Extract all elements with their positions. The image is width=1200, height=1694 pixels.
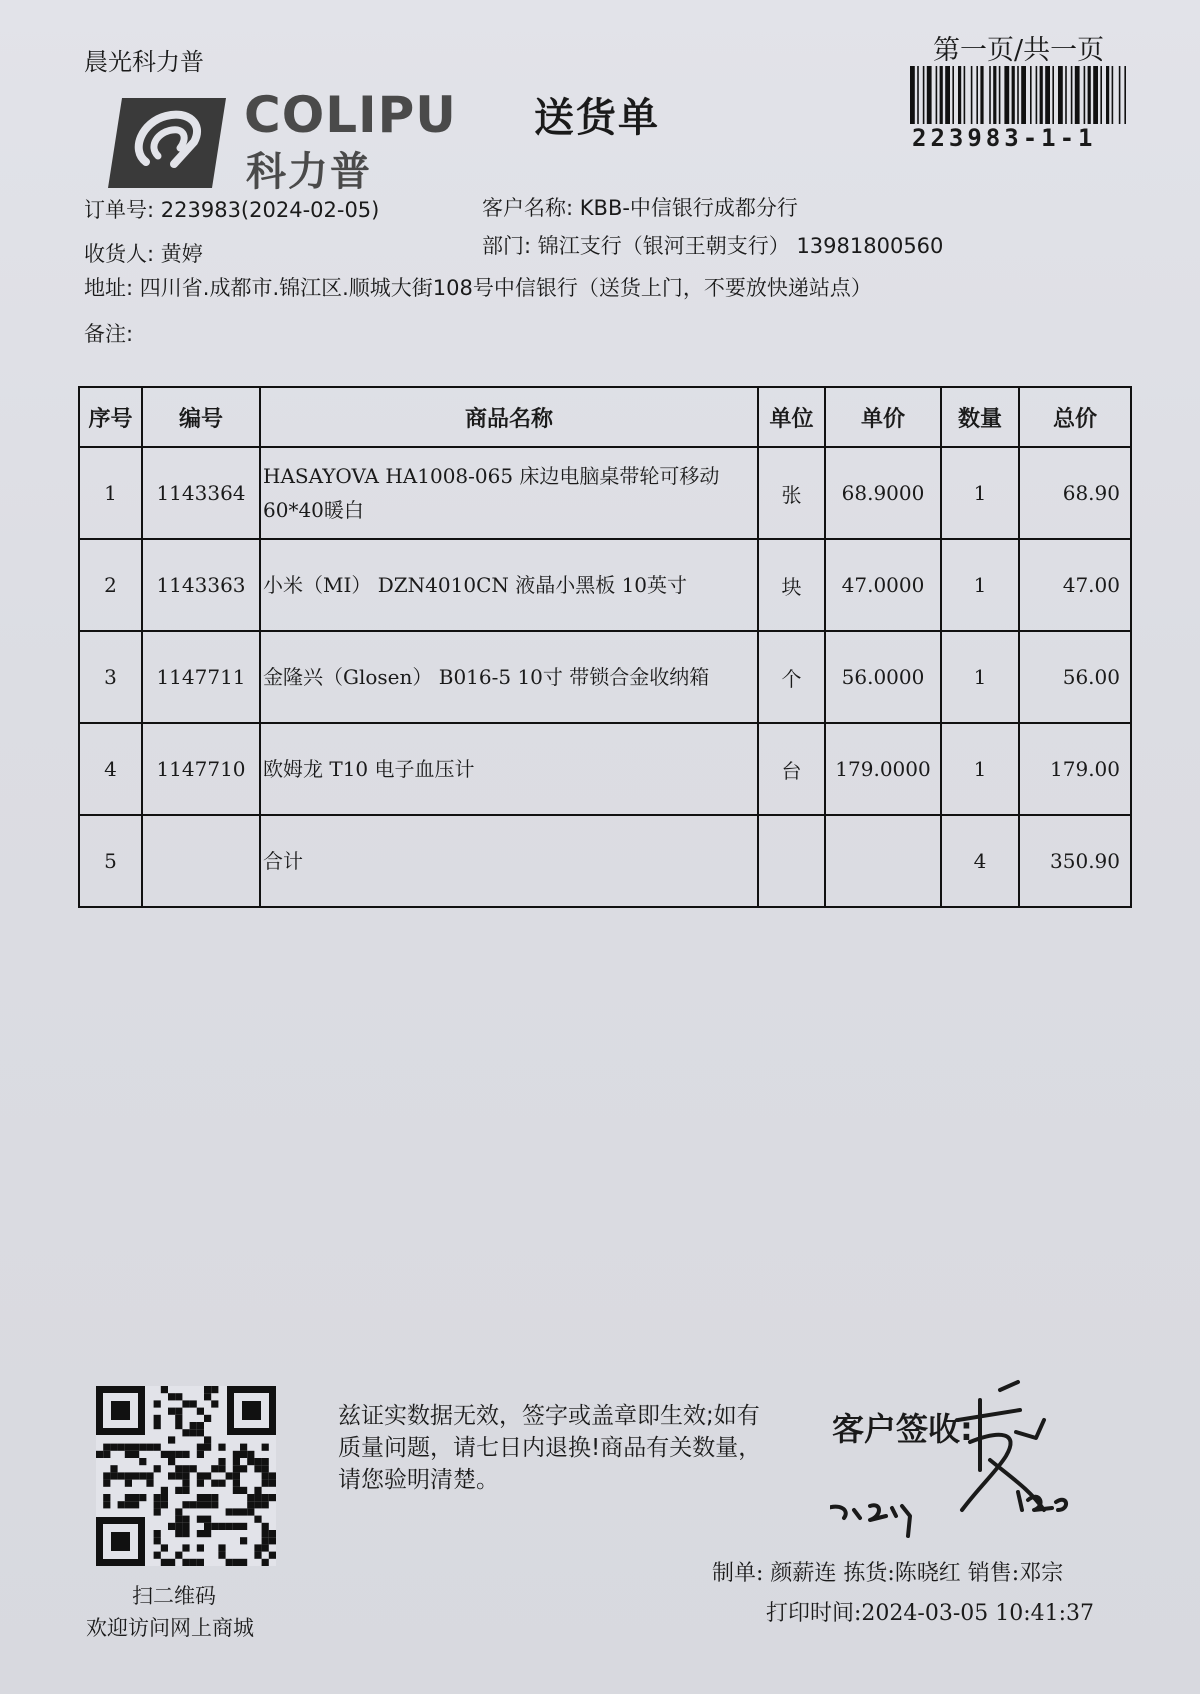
customer-label: 客户名称: bbox=[482, 196, 574, 220]
barcode-number: 223983-1-1 bbox=[912, 124, 1097, 152]
customer-name bbox=[482, 192, 798, 222]
cell-price: 47.0000 bbox=[825, 539, 941, 631]
header-qty: 数量 bbox=[941, 387, 1019, 447]
recipient-value: 黄婷 bbox=[160, 242, 203, 266]
cell-name: 金隆兴（Glosen） B016-5 10寸 带锁合金收纳箱 bbox=[260, 631, 758, 723]
cell-total: 56.00 bbox=[1019, 631, 1131, 723]
cell-seq: 2 bbox=[79, 539, 142, 631]
company-name: 晨光科力普 bbox=[84, 48, 204, 76]
cell-price bbox=[825, 815, 941, 907]
cell-seq: 5 bbox=[79, 815, 142, 907]
order-number-value: 223983(2024-02-05) bbox=[160, 198, 380, 222]
cell-unit: 张 bbox=[758, 447, 825, 539]
staff-info: 制单: 颜薪连 拣货:陈晓红 销售:邓宗 bbox=[712, 1561, 1064, 1586]
header-seq: 序号 bbox=[79, 387, 142, 447]
handwritten-signature bbox=[830, 1360, 1130, 1540]
header-price: 单价 bbox=[825, 387, 941, 447]
page-indicator: 第一页/共一页 bbox=[933, 35, 1105, 66]
logo-chinese: 科力普 bbox=[246, 149, 372, 195]
cell-qty: 1 bbox=[941, 631, 1019, 723]
cell-code: 1143363 bbox=[142, 539, 260, 631]
table-total-row bbox=[79, 815, 1131, 907]
table-row bbox=[79, 539, 1131, 631]
recipient-label: 收货人: bbox=[84, 242, 155, 266]
cell-unit bbox=[758, 815, 825, 907]
print-time: 打印时间:2024-03-05 10:41:37 bbox=[766, 1601, 1095, 1626]
cell-code: 1147711 bbox=[142, 631, 260, 723]
cell-qty: 1 bbox=[941, 723, 1019, 815]
cell-unit: 块 bbox=[758, 539, 825, 631]
cell-price: 56.0000 bbox=[825, 631, 941, 723]
customer-sign-label: 客户签收: bbox=[832, 1410, 973, 1448]
logo-wordmark: COLIPU bbox=[244, 86, 457, 144]
cell-unit: 个 bbox=[758, 631, 825, 723]
address-value: 四川省.成都市.锦江区.顺城大街108号中信银行（送货上门，不要放快递站点） bbox=[139, 276, 872, 300]
qr-caption-welcome: 欢迎访问网上商城 bbox=[86, 1616, 254, 1640]
cell-name: HASAYOVA HA1008-065 床边电脑桌带轮可移动60*40暖白 bbox=[260, 447, 758, 539]
recipient bbox=[84, 238, 203, 268]
cell-seq: 1 bbox=[79, 447, 142, 539]
address bbox=[84, 272, 872, 302]
cell-code bbox=[142, 815, 260, 907]
items-table bbox=[78, 386, 1132, 908]
department-value: 锦江支行（银河王朝支行） 13981800560 bbox=[537, 234, 944, 258]
cell-total: 179.00 bbox=[1019, 723, 1131, 815]
cell-price: 68.9000 bbox=[825, 447, 941, 539]
cell-code: 1147710 bbox=[142, 723, 260, 815]
header-unit: 单位 bbox=[758, 387, 825, 447]
qr-caption-scan: 扫二维码 bbox=[132, 1584, 216, 1608]
cell-seq: 4 bbox=[79, 723, 142, 815]
cell-name: 合计 bbox=[260, 815, 758, 907]
cell-total: 47.00 bbox=[1019, 539, 1131, 631]
cell-qty: 1 bbox=[941, 539, 1019, 631]
table-header-row bbox=[79, 387, 1131, 447]
cell-name: 小米（MI） DZN4010CN 液晶小黑板 10英寸 bbox=[260, 539, 758, 631]
qr-code bbox=[96, 1386, 276, 1566]
remark-label: 备注: bbox=[84, 322, 134, 346]
order-number-label: 订单号: bbox=[84, 198, 155, 222]
header-code: 编号 bbox=[142, 387, 260, 447]
cell-total: 350.90 bbox=[1019, 815, 1131, 907]
notice-text: 兹证实数据无效，签字或盖章即生效;如有质量问题，请七日内退换!商品有关数量，请您验明清楚。 bbox=[338, 1403, 762, 1493]
cell-unit: 台 bbox=[758, 723, 825, 815]
table-row bbox=[79, 723, 1131, 815]
colipu-logo-icon bbox=[108, 92, 226, 188]
customer-value: KBB-中信银行成都分行 bbox=[579, 196, 798, 220]
header-total: 总价 bbox=[1019, 387, 1131, 447]
table-row bbox=[79, 631, 1131, 723]
order-number bbox=[84, 194, 379, 224]
address-label: 地址: bbox=[84, 276, 134, 300]
cell-qty: 4 bbox=[941, 815, 1019, 907]
cell-price: 179.0000 bbox=[825, 723, 941, 815]
barcode bbox=[910, 66, 1130, 124]
cell-code: 1143364 bbox=[142, 447, 260, 539]
department-label: 部门: bbox=[482, 234, 532, 258]
cell-seq: 3 bbox=[79, 631, 142, 723]
table-row bbox=[79, 447, 1131, 539]
cell-name: 欧姆龙 T10 电子血压计 bbox=[260, 723, 758, 815]
department bbox=[482, 230, 943, 260]
document-title: 送货单 bbox=[534, 94, 660, 141]
cell-total: 68.90 bbox=[1019, 447, 1131, 539]
header-name: 商品名称 bbox=[260, 387, 758, 447]
cell-qty: 1 bbox=[941, 447, 1019, 539]
